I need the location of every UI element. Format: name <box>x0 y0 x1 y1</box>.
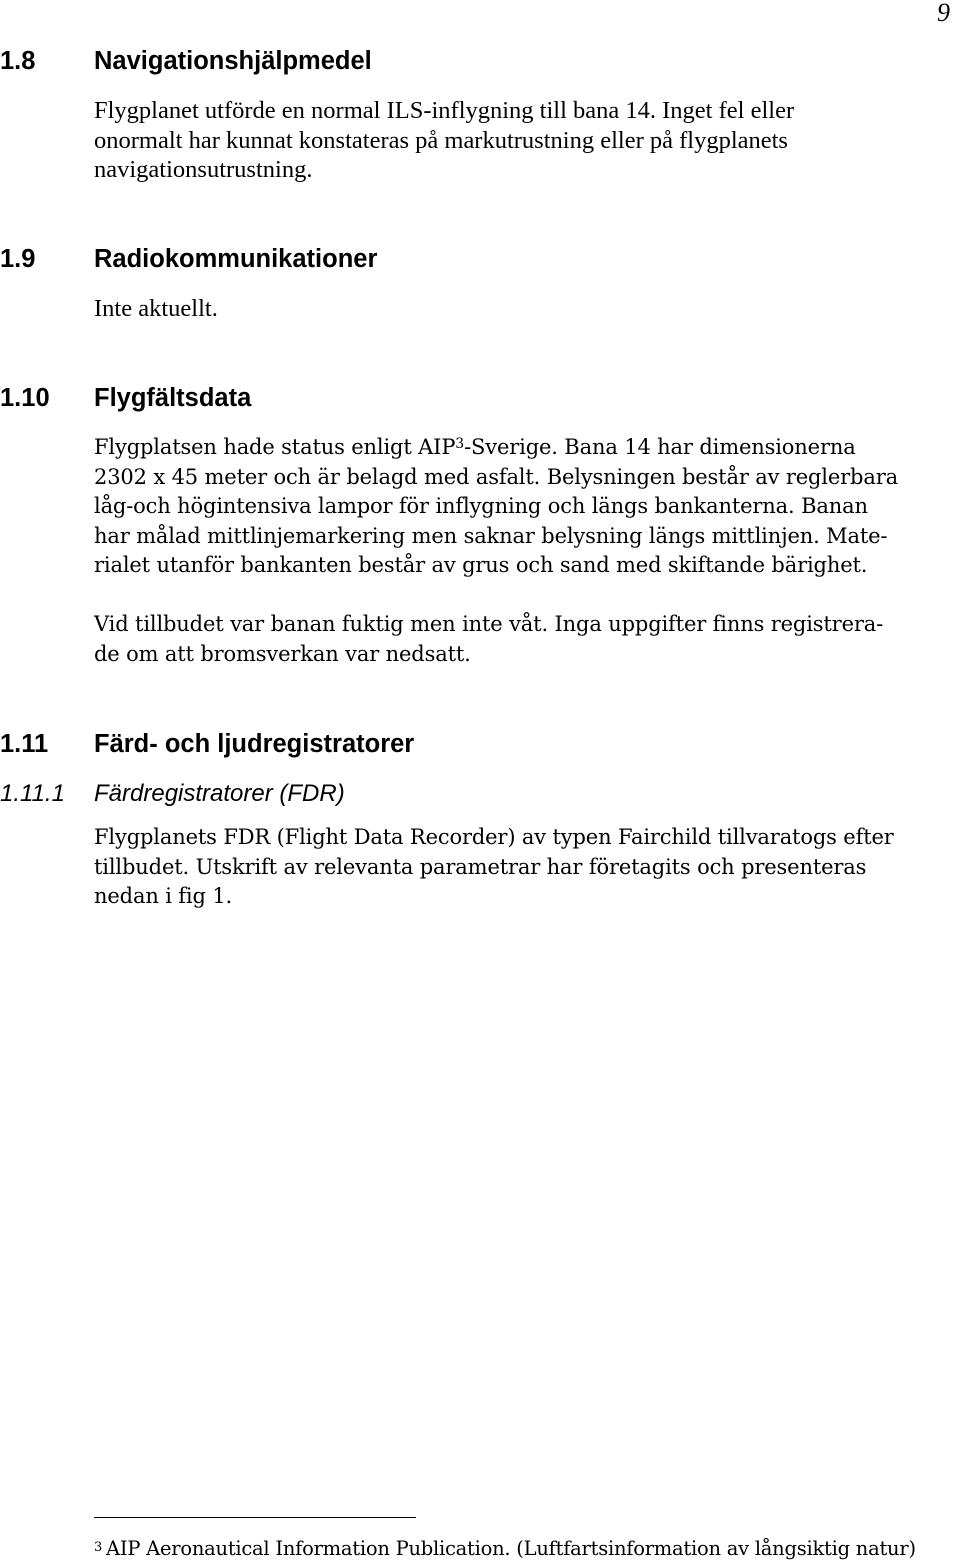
paragraph-line: nedan i fig 1. <box>94 884 233 909</box>
line-text: -Sverige. Bana 14 har dimensionerna <box>464 435 856 459</box>
section-number: 1.11 <box>0 730 49 758</box>
footnote-mark: 3 <box>94 1540 103 1555</box>
paragraph-line: onormalt har kunnat konstateras på markutrustning eller på flygplanets <box>94 126 788 154</box>
paragraph-1-10-b <box>94 610 883 669</box>
page-number: 9 <box>937 0 950 27</box>
section-title: Flygfältsdata <box>94 384 252 412</box>
section-heading-1-10 <box>0 383 251 413</box>
paragraph-line: rialet utanför bankanten består av grus och sand med skiftande bärighet. <box>94 553 868 578</box>
section-number: 1.11.1 <box>0 780 65 807</box>
paragraph-1-9 <box>94 294 218 324</box>
subsection-heading-1-11-1 <box>0 779 345 809</box>
section-number: 1.8 <box>0 47 36 75</box>
footnote-separator <box>94 1517 416 1518</box>
paragraph-1-10-a <box>94 433 898 581</box>
paragraph-line: de om att bromsverkan var nedsatt. <box>94 641 471 666</box>
paragraph-line: navigationsutrustning. <box>94 156 313 183</box>
paragraph-line: 2302 x 45 meter och är belagd med asfalt. Belysningen består av reglerbara <box>94 464 898 489</box>
section-heading-1-9 <box>0 244 377 274</box>
section-heading-1-8 <box>0 46 372 76</box>
section-number: 1.9 <box>0 245 36 273</box>
section-title: Navigationshjälpmedel <box>94 47 372 75</box>
footnote-reference: 3 <box>455 436 465 452</box>
paragraph-line: låg-och högintensiva lampor för inflygning och längs bankanterna. Banan <box>94 494 868 519</box>
footnote <box>94 1537 916 1560</box>
paragraph-line: Vid tillbudet var banan fuktig men inte våt. Inga uppgifter finns registrera- <box>94 612 884 636</box>
paragraph-line: Flygplanet utförde en normal ILS-inflygning till bana 14. Inget fel eller <box>94 97 795 124</box>
section-heading-1-11 <box>0 729 414 759</box>
section-title: Färdregistratorer (FDR) <box>94 780 345 807</box>
section-number: 1.10 <box>0 384 50 412</box>
paragraph-line: Flygplanets FDR (Flight Data Recorder) av typen Fairchild tillvaratogs efter <box>94 825 894 849</box>
section-title: Färd- och ljudregistratorer <box>94 730 415 758</box>
paragraph-1-8 <box>94 96 794 185</box>
paragraph-1-11-1 <box>94 823 894 912</box>
paragraph-line <box>94 433 898 463</box>
footnote-text: AIP Aeronautical Information Publication. (Luftfartsinformation av långsiktig natur) <box>106 1537 916 1560</box>
line-text: Flygplatsen hade status enligt AIP <box>94 435 456 459</box>
paragraph-line: har målad mittlinjemarkering men saknar belysning längs mittlinjen. Mate- <box>94 523 888 548</box>
paragraph-line: Inte aktuellt. <box>94 295 218 322</box>
section-title: Radiokommunikationer <box>94 245 378 273</box>
paragraph-line: tillbudet. Utskrift av relevanta parametrar har företagits och presenteras <box>94 854 867 879</box>
